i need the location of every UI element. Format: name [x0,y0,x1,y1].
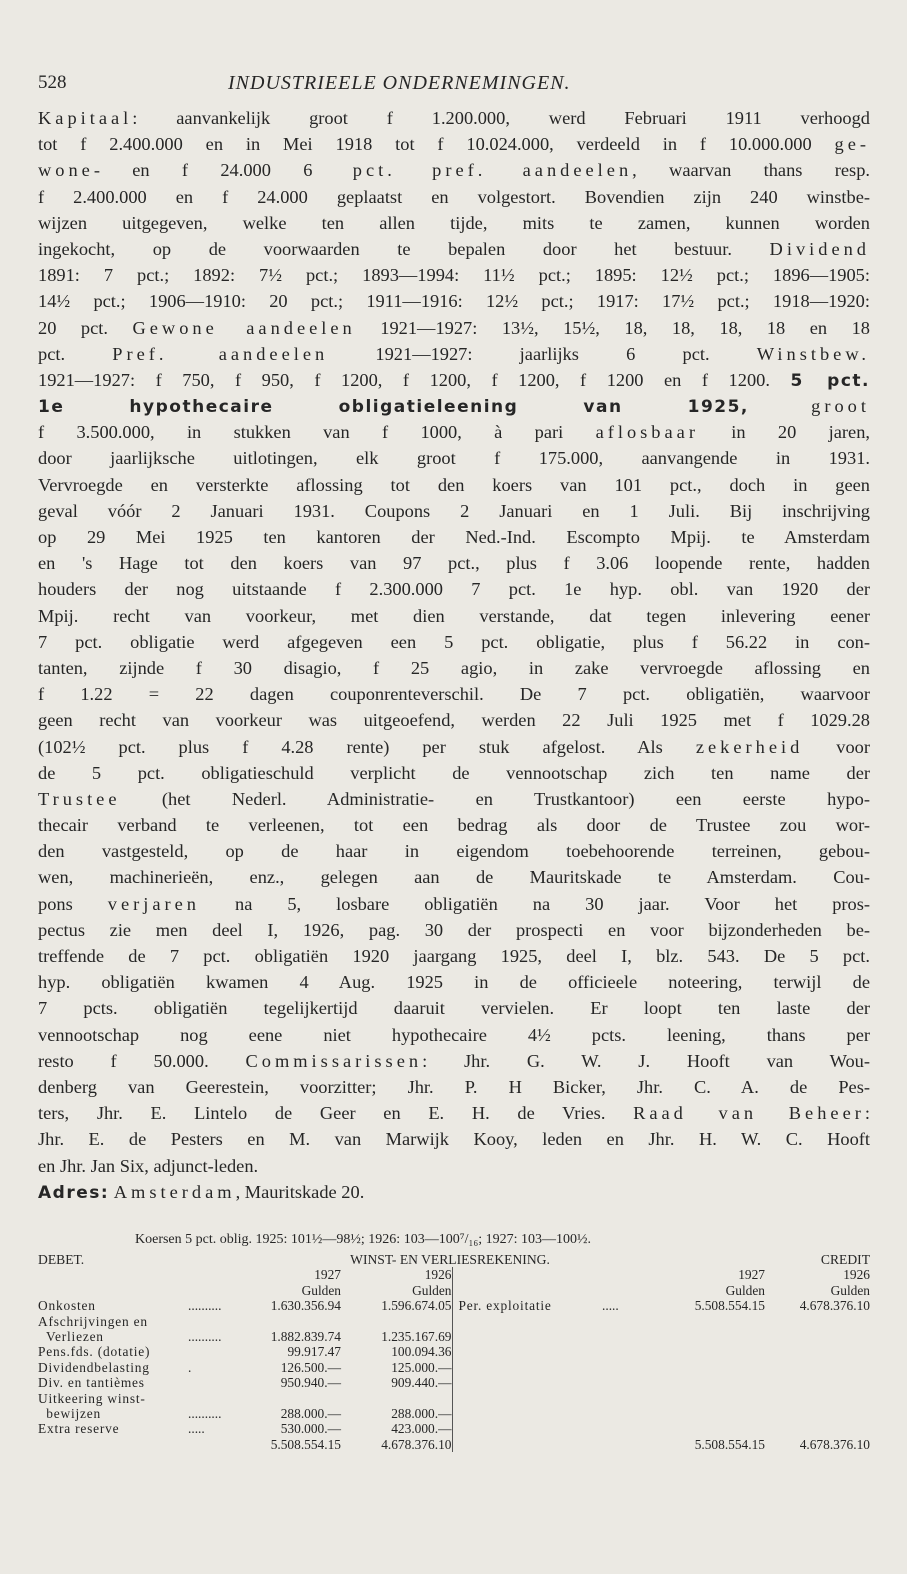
debit-value-1927: 99.917.47 [287,1344,341,1360]
text-run: f 3.500.000, in stukken van f 1000, à pari [38,422,596,443]
credit-total-1926: 4.678.376.10 [799,1436,870,1452]
debit-item-name: Onkosten [38,1298,96,1314]
text-run: 1891: 7 pct.; 1892: 7½ pct.; 1893—1994: 11½ pct.; 1895: 12½ pct.; 1896—1905: [38,265,870,286]
text-run: ters, Jhr. E. Lintelo de Geer en E. H. de Vries. [38,1103,634,1124]
spaced-term: Commissarissen [245,1050,423,1071]
statement-title: WINST- EN VERLIESREKENING. [350,1252,550,1267]
text-run: (het Nederl. Administratie- en Trustkantoor) een eerste hypo- [120,788,870,809]
debit-item-name: bewijzen [38,1406,102,1422]
spaced-term: Raad van Beheer [633,1103,865,1124]
spaced-term: verjaren [107,893,200,914]
credit-value-1926: 4.678.376.10 [799,1298,870,1314]
debit-item-label [38,1406,188,1421]
credit-empty [452,1360,662,1375]
credit-empty [662,1329,765,1344]
statement-row [38,1421,870,1436]
text-run: vennootschap nog eene niet hypothecaire 4½ pcts. leening, thans per [38,1024,870,1045]
credit-item-label: Per. exploitatie [452,1298,602,1313]
debit-value-1926: 909.440.— [391,1375,452,1391]
text-line [38,995,870,1021]
text-run: : aanvankelijk groot f 1.200.000, werd Februari 1911 verhoogd [132,108,870,128]
text-run: voor [803,736,870,757]
totals-spacer [452,1437,662,1452]
totals-row [38,1437,870,1452]
text-run: geval vóór 2 Januari 1931. Coupons 2 Januari en 1 Juli. Bij inschrijving [38,500,870,521]
spaced-term: aflosbaar [595,422,699,443]
text-line [38,655,870,681]
credit-empty [765,1391,870,1406]
text-line [38,891,870,917]
text-run: hyp. obligatiën kwamen 4 Aug. 1925 in de officieele noteering, terwijl de [38,972,870,993]
debit-item-name: Afschrijvingen en [38,1313,148,1329]
text-run: op 29 Mei 1925 ten kantoren der Ned.-Ind. Escompto Mpij. te Amsterdam [38,527,870,547]
koersen-line: Koersen 5 pct. oblig. 1925: 101½—98½; 1926: 103—100⁷/₁₆; 1927: 103—100½. [135,1232,592,1247]
credit-currency-1926: Gulden [830,1282,870,1298]
text-run: treffende de 7 pct. obligatiën 1920 jaargang 1925, deel I, blz. 543. De 5 pct. [38,946,870,966]
leader-dots: .......... [188,1406,222,1422]
credit-empty [452,1344,662,1359]
text-run: - en f 24.000 [93,160,304,181]
text-run: 1921—1927: jaarlijks 6 pct. [328,343,757,364]
text-line [38,419,870,445]
text-run: 7 pcts. obligatiën tegelijkertijd daaruit vervielen. Er loopt ten laste der [38,998,870,1019]
debit-item-name: Verliezen [38,1329,104,1345]
text-run: pons [38,893,108,914]
credit-currency-1927: Gulden [725,1282,765,1298]
text-line [38,524,870,550]
credit-empty [765,1344,870,1359]
text-line [38,210,870,236]
spaced-term: Kapitaal [38,108,133,128]
debit-value-1926: 423.000.— [391,1421,452,1437]
text-run: 20 pct. [38,317,133,338]
bold-heading-run: 5 pct. [790,370,870,391]
debit-value-1926: 125.000.— [391,1359,452,1375]
text-line [38,445,870,471]
debit-year-1926: 1926 [424,1267,452,1283]
text-run: 7 pct. obligatie werd afgegeven een 5 pct. obligatie, plus f 56.22 in con- [38,631,870,652]
spaced-term: wone [38,160,94,181]
running-title: INDUSTRIEELE ONDERNEMINGEN. [228,72,571,94]
credit-empty [765,1329,870,1344]
credit-empty [765,1406,870,1421]
debit-item-label [38,1344,188,1359]
leader-dots [188,1375,238,1390]
profit-loss-statement [38,1252,870,1452]
text-run: , Mauritskade 20. [235,1181,365,1202]
credit-empty [662,1360,765,1375]
credit-value-1927: 5.508.554.15 [694,1298,765,1314]
debit-value-1926: 288.000.— [391,1406,452,1422]
credit-empty [662,1406,765,1421]
text-line [38,864,870,890]
debit-currency-1926: Gulden [412,1282,452,1298]
credit-empty [662,1375,765,1390]
text-run: ingekocht, op de voorwaarden te bepalen door het bestuur. [38,238,770,259]
statement-row [38,1391,870,1406]
page-header [38,72,870,102]
text-line [38,1074,870,1100]
credit-empty [765,1314,870,1329]
debit-value-1927 [238,1391,341,1406]
debit-item-label [38,1360,188,1375]
text-run: pectus zie men deel I, 1926, pag. 30 der prospecti en voor bijzonderheden be- [38,919,870,940]
credit-empty [452,1421,662,1436]
text-line [38,288,870,314]
text-line [38,1048,870,1074]
text-line [38,576,870,602]
statement-row [38,1344,870,1359]
debit-value-1926: 100.094.36 [391,1344,452,1360]
text-line [38,184,870,210]
statement-row [38,1406,870,1421]
credit-empty [765,1421,870,1436]
bold-heading-run: Adres: [38,1182,110,1203]
text-run: Jhr. E. de Pesters en M. van Marwijk Kooy, leden en Jhr. H. W. C. Hooft [38,1129,870,1150]
debit-value-1927: 950.940.— [280,1375,341,1391]
text-line [38,393,870,419]
debit-value-1926: 1.596.674.05 [381,1298,452,1314]
text-run: 14½ pct.; 1906—1910: 20 pct.; 1911—1916: 12½ pct.; 1917: 17½ pct.; 1918—1920: [38,291,870,312]
credit-empty [662,1391,765,1406]
credit-empty [765,1360,870,1375]
spaced-term: Winstbew. [756,343,870,364]
statement-row [38,1329,870,1344]
spaced-term: zekerheid [695,736,804,757]
credit-empty [452,1329,662,1344]
text-run: tot f 2.400.000 en in Mei 1918 tot f 10.024.000, verdeeld in f 10.000.000 [38,134,835,155]
text-run: pct. [38,343,113,364]
leader-dots [188,1314,238,1329]
text-run: wijzen uitgegeven, welke ten allen tijde, mits te zamen, kunnen worden [38,212,870,233]
debit-item-label [38,1375,188,1390]
credit-empty [452,1406,662,1421]
text-run: 1921—1927: 13½, 15½, 18, 18, 18, 18 en 18 [355,317,871,338]
debit-year-1927: 1927 [314,1267,341,1283]
text-run: f 2.400.000 en f 24.000 geplaatst en volgestort. Bovendien zijn 240 winstbe- [38,186,870,207]
debit-total-1927: 5.508.554.15 [270,1436,341,1452]
debet-label: DEBET. [38,1252,85,1267]
text-run: f 1.22 = 22 dagen couponrenteverschil. De 7 pct. obligatiën, waarvoor [38,684,870,705]
text-line [38,603,870,629]
debit-item-label [38,1329,188,1344]
text-run: Vervroegde en versterkte aflossing tot den koers van 101 pct., doch in geen [38,474,870,495]
debit-item-name: Div. en tantièmes [38,1375,145,1391]
leader-dots [188,1344,238,1359]
body-text [38,105,870,1205]
statement-row [38,1360,870,1375]
spaced-term: Pref. aandeelen [112,343,329,364]
text-run: thecair verband te verleenen, tot een bedrag als door de Trustee zou wor- [38,815,870,836]
text-line [38,550,870,576]
text-line [38,838,870,864]
debit-value-1927: 126.500.— [280,1359,341,1375]
spaced-term: ge- [834,134,870,155]
text-run: : [864,1103,870,1124]
text-run: de 5 pct. obligatieschuld verplicht de vennootschap zich ten name der [38,762,870,783]
debit-value-1927: 1.882.839.74 [270,1329,341,1345]
statement-row [38,1375,870,1390]
text-line [38,1022,870,1048]
text-run: 1921—1927: f 750, f 950, f 1200, f 1200, f 1200, f 1200 en f 1200. [38,369,791,390]
credit-empty [662,1314,765,1329]
debit-value-1927: 1.630.356.94 [270,1298,341,1314]
leader-dots [188,1391,238,1406]
statement-row [38,1298,870,1313]
credit-empty [452,1314,662,1329]
debit-item-label [38,1391,188,1406]
text-line [38,315,870,341]
debit-item-name: Dividendbelasting [38,1359,150,1375]
text-line [38,707,870,733]
text-line [38,917,870,943]
credit-empty [452,1391,662,1406]
spaced-term: Dividend [769,238,870,259]
text-line [38,1126,870,1152]
credit-empty [662,1421,765,1436]
leader-dots: .......... [188,1329,222,1345]
text-run: en Jhr. Jan Six, adjunct-leden. [38,1155,259,1176]
text-run: en 's Hage tot den koers van 97 pct., plus f 3.06 loopende rente, hadden [38,553,870,574]
credit-year-1926: 1926 [843,1267,870,1283]
text-line [38,131,870,157]
text-line [38,498,870,524]
debit-value-1926: 1.235.167.69 [381,1329,452,1345]
leader-dots: . [188,1359,192,1375]
debit-value-1927 [238,1314,341,1329]
spaced-term: Trustee [38,788,121,809]
text-line [38,472,870,498]
statement-row [38,1314,870,1329]
debit-item-name: Pens.fds. (dotatie) [38,1344,151,1360]
text-run: : Jhr. G. W. J. Hooft van Wou- [422,1050,870,1071]
debit-item-label [38,1314,188,1329]
spaced-term: 6 pct. pref. aandeelen [303,160,633,181]
spaced-term: Gewone aandeelen [132,317,356,338]
text-line [38,734,870,760]
credit-label: CREDIT [820,1252,870,1267]
credit-total-1927: 5.508.554.15 [694,1436,765,1452]
text-run: Mpij. recht van voorkeur, met dien verstande, dat tegen inlevering eener [38,605,870,626]
text-run: na 5, losbare obligatiën na 30 jaar. Voor het pros- [200,893,871,914]
debit-value-1927: 530.000.— [280,1421,341,1437]
text-line [38,341,870,367]
credit-empty [662,1344,765,1359]
debit-item-label [38,1421,188,1436]
page-number: 528 [38,72,67,93]
text-run: denberg van Geerestein, voorzitter; Jhr. P. H Bicker, Jhr. C. A. de Pes- [38,1076,870,1097]
text-run: , waarvan thans resp. [632,160,870,181]
text-line [38,943,870,969]
text-line [38,681,870,707]
text-line [38,812,870,838]
text-run: resto f 50.000. [38,1050,246,1071]
debit-total-1926: 4.678.376.10 [381,1436,452,1452]
debit-value-1926 [341,1391,452,1406]
text-run: tanten, zijnde f 30 disagio, f 25 agio, in zake vervroegde aflossing en [38,657,870,678]
text-run: (102½ pct. plus f 4.28 rente) per stuk afgelost. Als [38,736,696,757]
text-run: den vastgesteld, op de haar in eigendom toebehoorende terreinen, gebou- [38,841,870,862]
text-line [38,1179,870,1205]
credit-year-1927: 1927 [738,1267,765,1283]
text-run: wen, machinerieën, enz., gelegen aan de Mauritskade te Amsterdam. Cou- [38,867,870,888]
text-line [38,262,870,288]
debit-value-1927: 288.000.— [280,1406,341,1422]
credit-empty [765,1375,870,1390]
text-run: houders der nog uitstaande f 2.300.000 7 pct. 1e hyp. obl. van 1920 der [38,579,870,600]
leader-dots: .......... [188,1298,222,1314]
debit-currency-1927: Gulden [301,1282,341,1298]
text-run: in 20 jaren, [698,422,870,443]
text-line [38,629,870,655]
text-line [38,969,870,995]
leader-dots: ..... [602,1298,619,1314]
bold-heading-run: 1e hypothecaire obligatieleening van 1925, [38,397,749,418]
debit-item-label [38,1298,188,1313]
leader-dots: ..... [188,1421,205,1437]
text-run: geen recht van voorkeur was uitgeoefend, werden 22 Juli 1925 met f 1029.28 [38,710,870,731]
text-line [38,105,870,131]
text-run [749,396,811,416]
text-line [38,157,870,183]
text-line [38,1153,870,1179]
text-line [38,786,870,812]
debit-item-name: Extra reserve [38,1421,120,1437]
text-line [38,236,870,262]
debit-item-name: Uitkeering winst- [38,1390,146,1406]
text-line [38,760,870,786]
text-line [38,367,870,393]
spaced-term: groot [811,396,870,417]
spaced-term: Amsterdam [113,1181,236,1202]
totals-spacer [38,1437,238,1452]
credit-empty [452,1375,662,1390]
text-line [38,1100,870,1126]
text-run: door jaarlijksche uitlotingen, elk groot f 175.000, aanvangende in 1931. [38,448,870,469]
debit-value-1926 [341,1314,452,1329]
